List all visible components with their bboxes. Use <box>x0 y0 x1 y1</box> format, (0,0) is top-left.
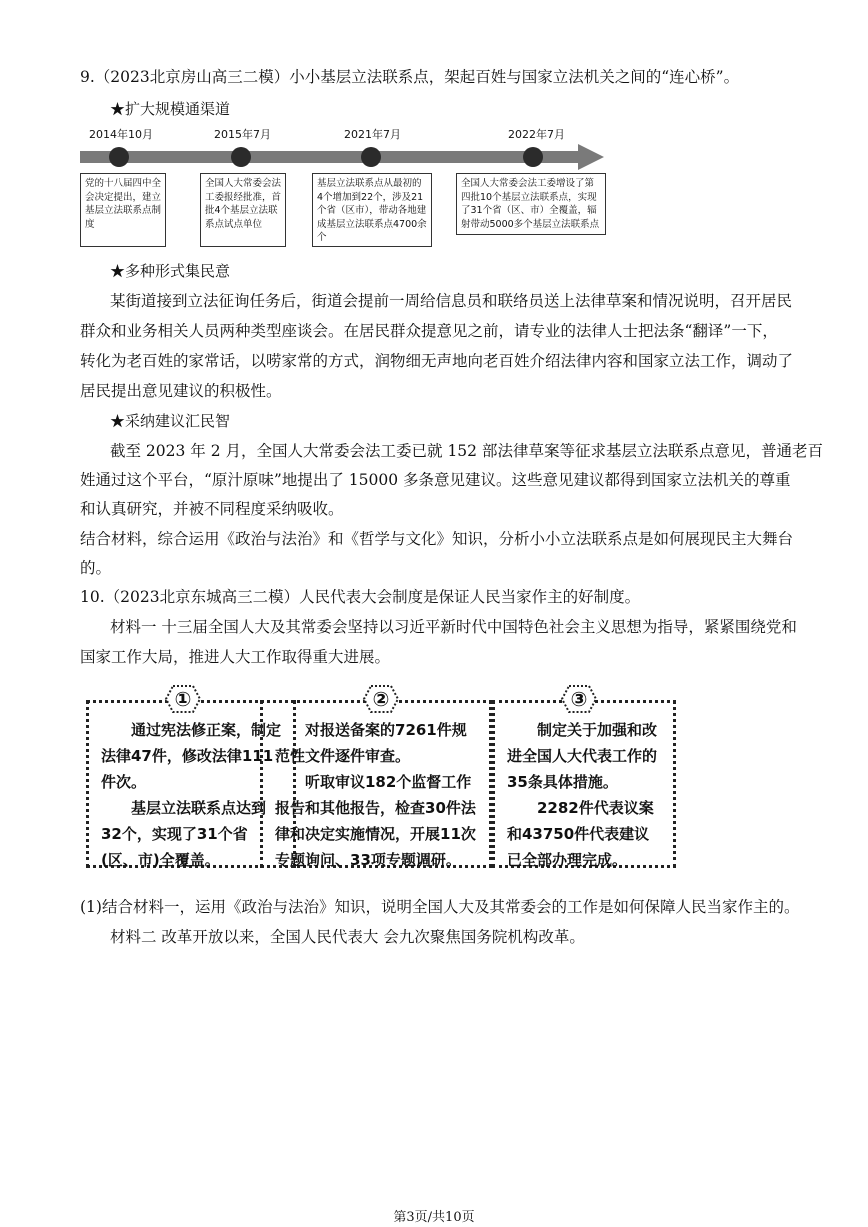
panel-badge-3 <box>560 684 598 714</box>
q9-section3-line: 截至 2023 年 2 月，全国人大常委会法工委已就 152 部法律草案等征求基层立法联系点意见，普通老百 <box>110 442 823 460</box>
panel-paragraph: 制定关于加强和改进全国人大代表工作的35条具体措施。 <box>507 721 658 791</box>
q9-section2-line: 居民提出意见建议的积极性。 <box>80 382 282 400</box>
panel-paragraph: 听取审议182个监督工作报告和其他报告，检查30件法律和决定实施情况，开展11次专题询问、33项专题调研。 <box>275 773 476 869</box>
q10-header: 10.（2023北京东城高三二模）人民代表大会制度是保证人民当家作主的好制度。 <box>80 588 641 606</box>
q9-header: 9.（2023北京房山高三二模）小小基层立法联系点，架起百姓与国家立法机关之间的“连心桥”。 <box>80 68 740 86</box>
timeline-box-3: 基层立法联系点从最初的4个增加到22个，涉及21个省（区市），带动各地建成基层立法联系点4700余个 <box>312 173 432 247</box>
timeline-marker-4 <box>523 147 543 167</box>
panel-paragraph: 基层立法联系点达到32个，实现了31个省(区、市)全覆盖。 <box>101 799 267 869</box>
q9-section2-title: ★多种形式集民意 <box>110 262 231 280</box>
panel-badge-label: ③ <box>570 687 588 711</box>
q9-section1-title: ★扩大规模通渠道 <box>110 100 231 118</box>
panel-badge-label: ② <box>372 687 390 711</box>
panel-badge-2 <box>362 684 400 714</box>
q9-section3-title: ★采纳建议汇民智 <box>110 412 231 430</box>
q10-material1-line: 国家工作大局，推进人大工作取得重大进展。 <box>80 648 391 666</box>
timeline-bar <box>80 151 580 163</box>
timeline-box-1: 党的十八届四中全会决定提出，建立基层立法联系点制度 <box>80 173 166 247</box>
panel-badge-1 <box>164 684 202 714</box>
panel-paragraph: 2282件代表议案和43750件代表建议已全部办理完成。 <box>507 799 654 869</box>
timeline-box-4: 全国人大常委会法工委增设了第四批10个基层立法联系点，实现了31个省（区、市）全覆盖，辐射带动5000多个基层立法联系点 <box>456 173 606 235</box>
q9-section3-line: 姓通过这个平台，“原汁原味”地提出了 15000 多条意见建议。这些意见建议都得到国家立法机关的尊重 <box>80 471 791 489</box>
q10-material1-line: 材料一 十三届全国人大及其常委会坚持以习近平新时代中国特色社会主义思想为指导，紧紧围绕党和 <box>110 618 797 636</box>
timeline-marker-1 <box>109 147 129 167</box>
q9-question-line: 结合材料，综合运用《政治与法治》和《哲学与文化》知识，分析小小立法联系点是如何展现民主大舞台 <box>80 530 794 548</box>
material-panel-3 <box>492 700 676 868</box>
q10-sub-question-1: (1)结合材料一，运用《政治与法治》知识，说明全国人大及其常委会的工作是如何保障人民当家作主的。 <box>80 898 800 916</box>
timeline-date-2: 2015年7月 <box>214 128 271 141</box>
timeline-box-2: 全国人大常委会法工委报经批准，首批4个基层立法联系点试点单位 <box>200 173 286 247</box>
timeline-marker-3 <box>361 147 381 167</box>
q9-section3-line: 和认真研究，并被不同程度采纳吸收。 <box>80 500 344 518</box>
timeline-marker-2 <box>231 147 251 167</box>
material-panel-2 <box>260 700 492 868</box>
panel-paragraph: 对报送备案的7261件规范性文件逐件审查。 <box>275 721 467 765</box>
page-footer: 第3页/共10页 <box>393 1210 475 1225</box>
panel-badge-label: ① <box>174 687 192 711</box>
q9-section2-line: 转化为老百姓的家常话，以唠家常的方式，润物细无声地向老百姓介绍法律内容和国家立法工作，调动了 <box>80 352 794 370</box>
q10-material2: 材料二 改革开放以来，全国人民代表大 会九次聚焦国务院机构改革。 <box>110 928 585 946</box>
timeline-date-3: 2021年7月 <box>344 128 401 141</box>
panel-paragraph: 通过宪法修正案，制定法律47件，修改法律111件次。 <box>101 721 282 791</box>
timeline-date-1: 2014年10月 <box>89 128 153 141</box>
q9-section2-line: 群众和业务相关人员两种类型座谈会。在居民群众提意见之前，请专业的法律人士把法条“翻译”一下， <box>80 322 778 340</box>
q9-question-line: 的。 <box>80 559 112 577</box>
timeline-arrow-icon <box>578 144 604 170</box>
q9-section2-line: 某街道接到立法征询任务后，街道会提前一周给信息员和联络员送上法律草案和情况说明，召开居民 <box>110 292 793 310</box>
timeline-date-4: 2022年7月 <box>508 128 565 141</box>
